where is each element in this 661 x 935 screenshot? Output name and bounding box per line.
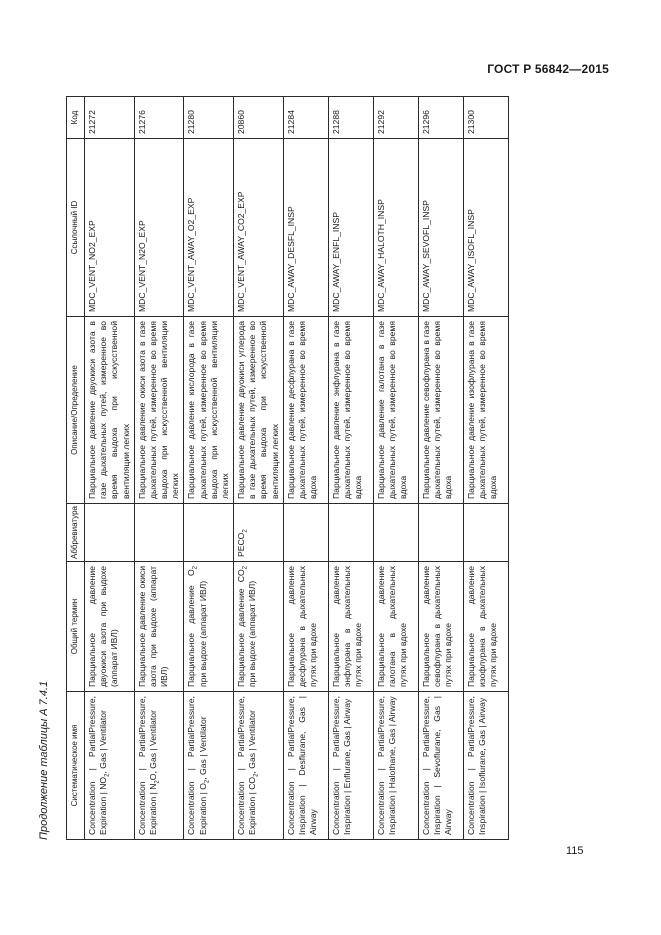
table-body <box>85 97 509 840</box>
cell-term: Парциальное давление энфлурана в дыхательных путях при вдохе <box>328 562 373 692</box>
cell-system-name: Concentration | PartialPressure, Inspiration | Sevoflurane, Gas | Airway <box>418 692 463 840</box>
cell-description: Парциальное давление окиси азота в газе дыхательных путей, измеренное во время выдоха при искусственной вентиляции легких <box>134 317 184 504</box>
cell-abbreviation <box>184 504 234 562</box>
cell-code: 21284 <box>283 97 328 139</box>
table-row <box>283 97 328 840</box>
cell-term: Парциальное давление галотана в дыхательных путях при вдохе <box>373 562 418 692</box>
header-system-name: Систематическое имя <box>67 692 85 840</box>
rotated-table-container <box>66 97 582 840</box>
cell-description: Парциальное давление двуокиси азота в газе дыхательных путей, измеренное во время выдоха при искусственной вентиляции легких <box>85 317 135 504</box>
cell-description: Парциальное давление изофлурана в газе дыхательных путей, измеренное во время вдоха <box>463 317 508 504</box>
cell-system-name: Concentration | PartialPressure, Expiration | $N_2O$, Gas | Ventilator <box>134 692 184 840</box>
cell-reference-id: MDC_AWAY_ISOFL_INSP <box>463 139 508 317</box>
cell-abbreviation <box>328 504 373 562</box>
header-description: Описание/Определение <box>67 317 85 504</box>
cell-abbreviation <box>463 504 508 562</box>
cell-description: Парциальное давление кислорода в газе дыхательных путей, измеренное во время выдоха при искусственной вентиляции легких <box>184 317 234 504</box>
cell-reference-id: MDC_VENT_AWAY_O2_EXP <box>184 139 234 317</box>
cell-description: Парциальное давление энфлурана в газе дыхательных путей, измеренное во время вдоха <box>328 317 373 504</box>
cell-system-name: Concentration | PartialPressure, Expiration | $CO_2$, Gas | Ventilator <box>234 692 284 840</box>
cell-reference-id: MDC_VENT_N2O_EXP <box>134 139 184 317</box>
cell-code: 21276 <box>134 97 184 139</box>
table-caption: Продолжение таблицы А 7.4.1 <box>38 680 50 840</box>
cell-term: Парциальное давление изофлурана в дыхательных путях при вдохе <box>463 562 508 692</box>
cell-abbreviation <box>134 504 184 562</box>
cell-code: 21272 <box>85 97 135 139</box>
cell-system-name: Concentration | PartialPressure, Inspiration | Desflurane, Gas | Airway <box>283 692 328 840</box>
cell-reference-id: MDC_AWAY_SEVOFL_INSP <box>418 139 463 317</box>
table-row <box>328 97 373 840</box>
cell-abbreviation <box>283 504 328 562</box>
cell-system-name: Concentration | PartialPressure, Expiration | $NO_2$, Gas | Ventilator <box>85 692 135 840</box>
cell-term: Парциальное давление $CO_2$ при выдохе (аппарат ИВЛ) <box>234 562 284 692</box>
cell-abbreviation <box>85 504 135 562</box>
table-row <box>418 97 463 840</box>
cell-code: 21300 <box>463 97 508 139</box>
table-row <box>184 97 234 840</box>
cell-reference-id: MDC_AWAY_ENFL_INSP <box>328 139 373 317</box>
cell-term: Парциальное давление окиси азота при выдохе (аппарат ИВЛ) <box>134 562 184 692</box>
cell-abbreviation <box>418 504 463 562</box>
table-row <box>234 97 284 840</box>
terms-table <box>66 96 509 840</box>
cell-code: 21288 <box>328 97 373 139</box>
cell-term: Парциальное давление $O_2$ при выдохе (аппарат ИВЛ) <box>184 562 234 692</box>
cell-description: Парциальное давление двуокиси углерода в газе дыхательных путей, измеренное во время выдоха при искусственной вентиляции легких <box>234 317 284 504</box>
cell-term: Парциальное давление десфлурана в дыхательных путях при вдохе <box>283 562 328 692</box>
cell-description: Парциальное давление галотана в газе дыхательных путей, измеренное во время вдоха <box>373 317 418 504</box>
cell-system-name: Concentration | PartialPressure, Expiration | $O_2$, Gas | Ventilator <box>184 692 234 840</box>
cell-code: 20860 <box>234 97 284 139</box>
cell-reference-id: MDC_VENT_AWAY_CO2_EXP <box>234 139 284 317</box>
cell-code: 21296 <box>418 97 463 139</box>
cell-system-name: Concentration | PartialPressure, Inspiration | Isoflurane, Gas | Airway <box>463 692 508 840</box>
cell-reference-id: MDC_VENT_NO2_EXP <box>85 139 135 317</box>
table-row <box>134 97 184 840</box>
cell-term: Парциальное давление севофлурана в дыхательных путях при вдохе <box>418 562 463 692</box>
header-abbreviation: Аббревиатура <box>67 504 85 562</box>
cell-code: 21292 <box>373 97 418 139</box>
table-row <box>85 97 135 840</box>
cell-system-name: Concentration | PartialPressure, Inspiration | Halothane, Gas | Airway <box>373 692 418 840</box>
cell-code: 21280 <box>184 97 234 139</box>
cell-reference-id: MDC_AWAY_HALOTH_INSP <box>373 139 418 317</box>
standard-number: ГОСТ Р 56842—2015 <box>487 62 609 76</box>
cell-system-name: Concentration | PartialPressure, Inspiration | Enflurane, Gas | Airway <box>328 692 373 840</box>
table-row <box>463 97 508 840</box>
table-row <box>373 97 418 840</box>
cell-reference-id: MDC_AWAY_DESFL_INSP <box>283 139 328 317</box>
header-term: Общий термин <box>67 562 85 692</box>
header-reference-id: Ссылочный ID <box>67 139 85 317</box>
cell-term: Парциальное давление двуокиси азота при выдохе (аппарат ИВЛ) <box>85 562 135 692</box>
cell-description: Парциальное давление севофлурана в газе дыхательных путей, измеренное во время вдоха <box>418 317 463 504</box>
cell-abbreviation: $PECO_2$ <box>234 504 284 562</box>
cell-description: Парциальное давление десфлурана в газе дыхательных путей, измеренное во время вдоха <box>283 317 328 504</box>
table-header-row <box>67 97 85 840</box>
header-code: Код <box>67 97 85 139</box>
page-number: 115 <box>566 845 584 857</box>
cell-abbreviation <box>373 504 418 562</box>
